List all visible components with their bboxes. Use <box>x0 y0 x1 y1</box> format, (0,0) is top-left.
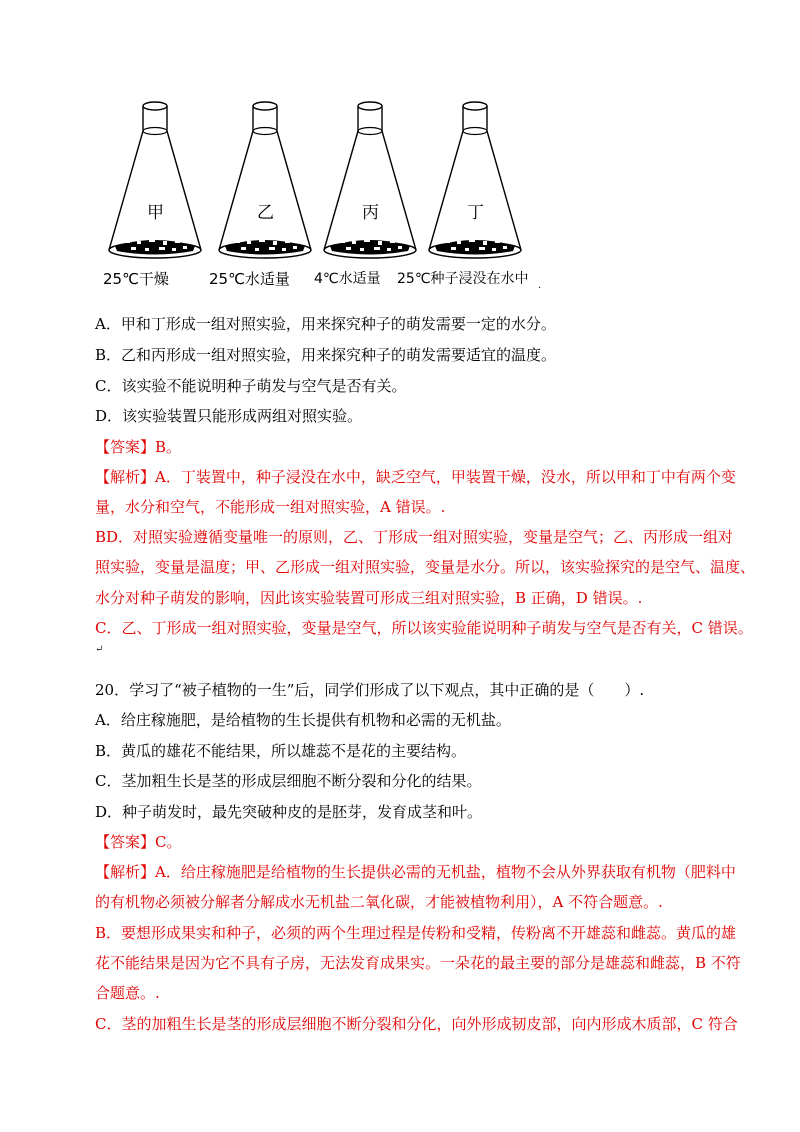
flask-caption-yi: 25℃水适量 <box>209 270 290 288</box>
q19-option-b: B．乙和丙形成一组对照实验，用来探究种子的萌发需要适宜的温度。 <box>95 346 557 364</box>
flask-jia-shape <box>109 102 201 258</box>
q20-option-a: A．给庄稼施肥，是给植物的生长提供有机物和必需的无机盐。 <box>95 711 511 729</box>
q19-option-a: A．甲和丁形成一组对照实验，用来探究种子的萌发需要一定的水分。 <box>95 315 556 333</box>
flask-ding-shape <box>429 102 521 258</box>
q19-analysis-line: 照实验，变量是温度；甲、乙形成一组对照实验，变量是水分。所以，该实验探究的是空气、温度、 <box>95 558 756 576</box>
figure-end-mark: . <box>538 280 542 291</box>
q19-analysis-line: 【解析】A．丁装置中，种子浸没在水中，缺乏空气，甲装置干燥，没水，所以甲和丁中有两个变 <box>95 468 736 486</box>
q19-end-mark: ↵ <box>95 644 104 655</box>
flask-caption-bing: 4℃水适量 <box>314 271 381 287</box>
q20-analysis-line: B．要想形成果实和种子，必须的两个生理过程是传粉和受精，传粉离不开雄蕊和雌蕊。黄瓜的雄 <box>95 924 737 942</box>
q20-answer: 【答案】C。 <box>95 833 182 851</box>
q19-answer: 【答案】B。 <box>95 438 182 456</box>
flask-caption-jia: 25℃干燥 <box>103 270 169 288</box>
flask-bing-shape <box>324 102 416 258</box>
q19-analysis-line: BD．对照实验遵循变量唯一的原则，乙、丁形成一组对照实验，变量是空气；乙、丙形成一组对 <box>95 528 734 546</box>
q20-analysis-line: 合题意。. <box>95 984 160 1002</box>
flask-label-ding: 丁 <box>467 203 484 223</box>
flask-label-yi: 乙 <box>257 203 274 223</box>
experiment-figure <box>95 92 545 292</box>
q20-analysis-line: 【解析】A．给庄稼施肥是给植物的生长提供必需的无机盐，植物不会从外界获取有机物（肥料中 <box>95 863 736 881</box>
flask-label-jia: 甲 <box>147 203 164 223</box>
flask-label-bing: 丙 <box>362 203 379 223</box>
q19-option-c: C．该实验不能说明种子萌发与空气是否有关。 <box>95 377 407 395</box>
q20-analysis-line: 的有机物必须被分解者分解成水无机盐二氧化碳，才能被植物利用），A 不符合题意。. <box>95 893 663 911</box>
q20-option-c: C．茎加粗生长是茎的形成层细胞不断分裂和分化的结果。 <box>95 772 482 790</box>
flask-yi-shape <box>219 102 311 258</box>
flasks-drawing <box>95 92 545 292</box>
flask-caption-ding: 25℃种子浸没在水中 <box>397 271 529 287</box>
q20-option-d: D．种子萌发时，最先突破种皮的是胚芽，发育成茎和叶。 <box>95 803 483 821</box>
q19-option-d: D．该实验装置只能形成两组对照实验。 <box>95 407 363 425</box>
q19-analysis-line: 水分对种子萌发的影响，因此该实验装置可形成三组对照实验，B 正确，D 错误。. <box>95 589 643 607</box>
q19-analysis-line: 量，水分和空气，不能形成一组对照实验，A 错误。. <box>95 498 446 516</box>
q20-option-b: B．黄瓜的雄花不能结果，所以雄蕊不是花的主要结构。 <box>95 742 467 760</box>
q20-analysis-line: C．茎的加粗生长是茎的形成层细胞不断分裂和分化，向外形成韧皮部，向内形成木质部，C 符合 <box>95 1015 738 1033</box>
q20-analysis-line: 花不能结果是因为它不具有子房，无法发育成果实。一朵花的最主要的部分是雄蕊和雌蕊，B 不符 <box>95 954 741 972</box>
q19-analysis-line: C．乙、丁形成一组对照实验，变量是空气，所以该实验能说明种子萌发与空气是否有关，C 错误。 <box>95 619 753 637</box>
q20-stem: 20．学习了“被子植物的一生”后，同学们形成了以下观点，其中正确的是（ ）. <box>95 681 645 699</box>
